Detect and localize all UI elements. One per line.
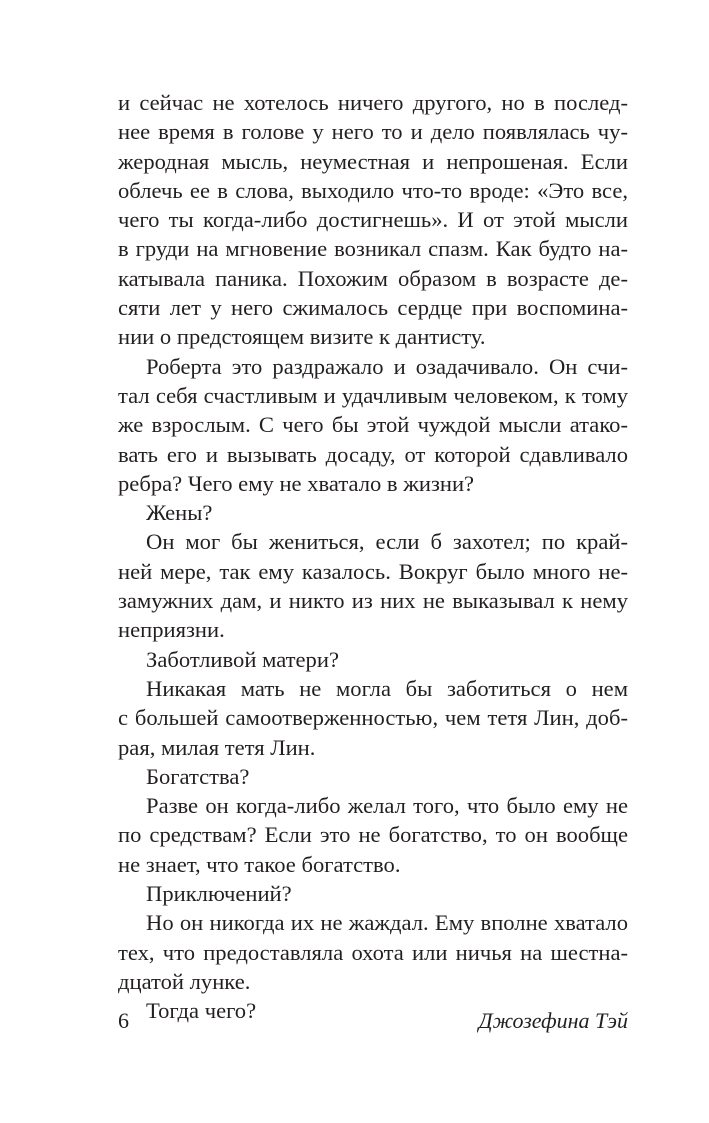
text-line: же взрослым. С чего бы этой чуждой мысли атако- xyxy=(118,412,628,438)
text-line: тех, что предоставляла охота или ничья на шестна- xyxy=(118,939,628,965)
text-line: вать его и вызывать досаду, от которой сдавливало xyxy=(118,441,628,467)
text-line: с большей самоотверженностью, чем тетя Лин, доб- xyxy=(118,705,628,731)
text-line: Жены? xyxy=(146,500,213,526)
text-line: Никакая мать не могла бы заботиться о нем xyxy=(146,675,628,701)
text-line: Он мог бы жениться, если б захотел; по край- xyxy=(146,529,628,555)
text-line: Роберта это раздражало и озадачивало. Он счи- xyxy=(146,353,628,379)
text-line: сяти лет у него сжималось сердце при воспомина- xyxy=(118,295,628,321)
text-line: дцатой лунке. xyxy=(118,968,251,994)
page-footer xyxy=(118,1008,628,1038)
text-line: Богатства? xyxy=(146,763,250,789)
text-line: тал себя счастливым и удачливым человеком, к тому xyxy=(118,382,628,408)
text-line: ней мере, так ему казалось. Вокруг было много не- xyxy=(118,558,628,584)
text-line: Приключений? xyxy=(146,881,292,907)
page-number: 6 xyxy=(118,1008,129,1033)
text-line: Заботливой матери? xyxy=(146,646,339,672)
text-line: Разве он когда-либо желал того, что было ему не xyxy=(146,793,628,819)
text-line: ребра? Чего ему не хватало в жизни? xyxy=(118,470,475,496)
text-line: Но он никогда их не жаждал. Ему вполне хватало xyxy=(146,910,628,936)
text-line: Тогда чего? xyxy=(146,998,257,1024)
text-line: нии о предстоящем визите к дантисту. xyxy=(118,324,486,350)
text-line: по средствам? Если это не богатство, то он вообще xyxy=(118,822,628,848)
text-line: жеродная мысль, неуместная и непрошеная. Если xyxy=(118,148,628,174)
text-line: нее время в голове у него то и дело появлялась чу- xyxy=(118,119,628,145)
text-line: неприязни. xyxy=(118,617,225,643)
text-line: в груди на мгновение возникал спазм. Как будто на- xyxy=(118,236,628,262)
text-line: облечь ее в слова, выходило что-то вроде: «Это все, xyxy=(118,177,628,203)
running-header-author: Джозефина Тэй xyxy=(478,1008,628,1033)
text-line: катывала паника. Похожим образом в возрасте де- xyxy=(118,265,628,291)
text-line: чего ты когда-либо достигнешь». И от этой мысли xyxy=(118,207,628,233)
text-line: и сейчас не хотелось ничего другого, но в послед- xyxy=(118,90,628,115)
text-line: рая, милая тетя Лин. xyxy=(118,734,316,760)
text-line: не знает, что такое богатство. xyxy=(118,851,401,877)
body-text xyxy=(118,88,628,1026)
text-line: замужних дам, и никто из них не выказывал к нему xyxy=(118,588,628,614)
